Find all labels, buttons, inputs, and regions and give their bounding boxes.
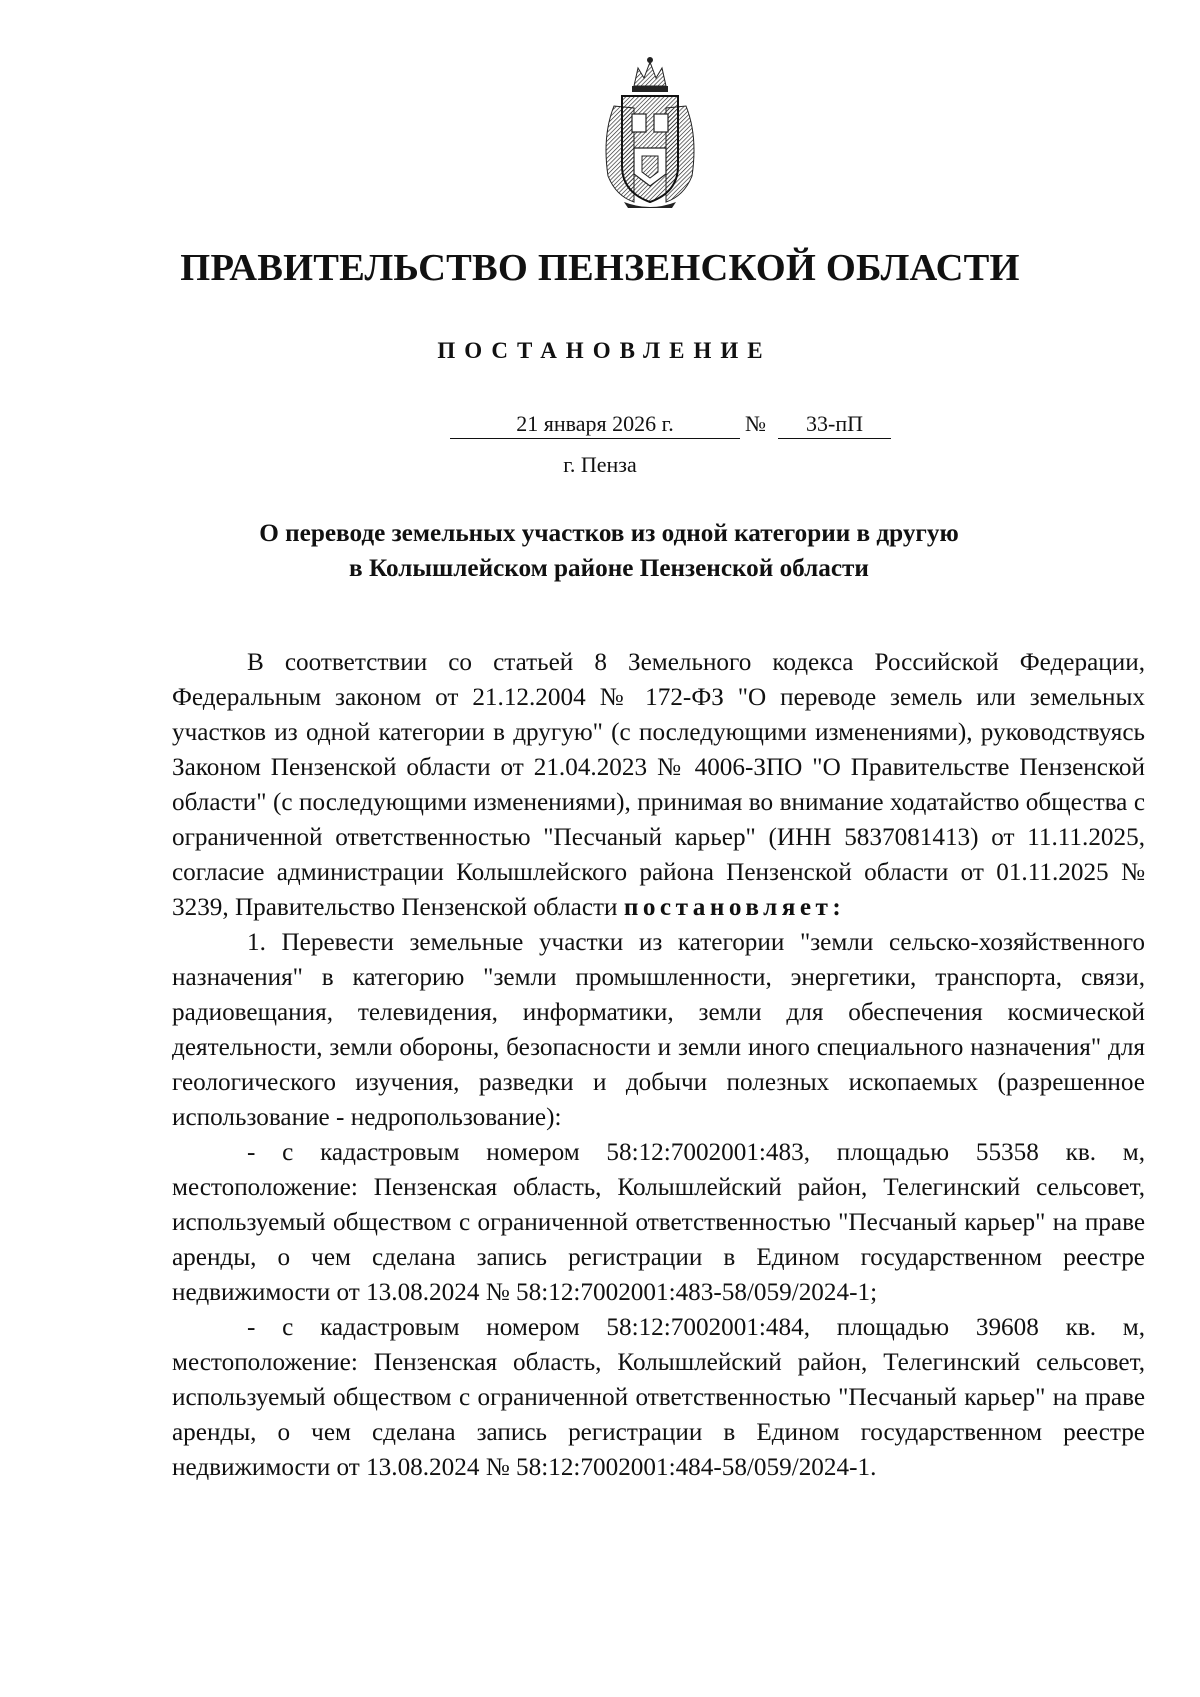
document-type-heading: ПОСТАНОВЛЕНИЕ [437,338,772,363]
subject-line: в Колышлейском районе Пензенской области [349,555,869,582]
penza-coat-of-arms-icon [594,56,706,208]
plot-2-paragraph: - с кадастровым номером 58:12:7002001:484, площадью 39608 кв. м, местоположение: Пензенская область, Колышлейский район, Телегинский сельсовет, используемый обществом с ограниченной ответственностью "Песчаный карьер" на праве аренды, о чем сделана запись регистрации в Едином государственном реестре недвижимости от 13.08.2024 № 58:12:7002001:484-58/059/2024-1. [172,1314,1145,1481]
item-1-paragraph: 1. Перевести земельные участки из категории "земли сельско-хозяйственного назначения" в категорию "земли промышленности, энергетики, транспорта, связи, радиовещания, телевидения, информатики, земли для обеспечения космической деятельности, земли обороны, безопасности и земли иного специального назначения" для геологического изучения, разведки и добычи полезных ископаемых (разрешенное использование - недропользование): [172,929,1145,1131]
preamble-paragraph [172,645,1145,925]
document-body [172,645,1145,1485]
preamble-text: В соответствии со статьей 8 Земельного кодекса Российской Федерации, Федеральным законом от 21.12.2004 № 172-ФЗ "О переводе земель или земельных участков из одной категории в другую" (с последующими изменениями), руководствуясь Законом Пензенской области от 21.04.2023 № 4006-ЗПО "О Правительстве Пензенской области" (с последующими изменениями), принимая во внимание ходатайство общества с ограниченной ответственностью "Песчаный карьер" (ИНН 5837081413) от 11.11.2025, согласие администрации Колышлейского района Пензенской области от 01.11.2025 № 3239, Правительство Пензенской области [172,649,1145,921]
plot-1-paragraph: - с кадастровым номером 58:12:7002001:483, площадью 55358 кв. м, местоположение: Пензенская область, Колышлейский район, Телегинский сельсовет, используемый обществом с ограниченной ответственностью "Песчаный карьер" на праве аренды, о чем сделана запись регистрации в Едином государственном реестре недвижимости от 13.08.2024 № 58:12:7002001:483-58/059/2024-1; [172,1139,1145,1306]
document-number: 33-пП [778,410,891,439]
decree-word: постановляет: [623,894,846,921]
organization-title: ПРАВИТЕЛЬСТВО ПЕНЗЕНСКОЙ ОБЛАСТИ [180,247,1020,289]
document-city: г. Пенза [563,452,637,477]
number-sign: № [745,411,766,436]
document-subject [172,516,1046,586]
document-date: 21 января 2026 г. [450,410,740,439]
subject-line: О переводе земельных участков из одной категории в другую [259,520,959,547]
